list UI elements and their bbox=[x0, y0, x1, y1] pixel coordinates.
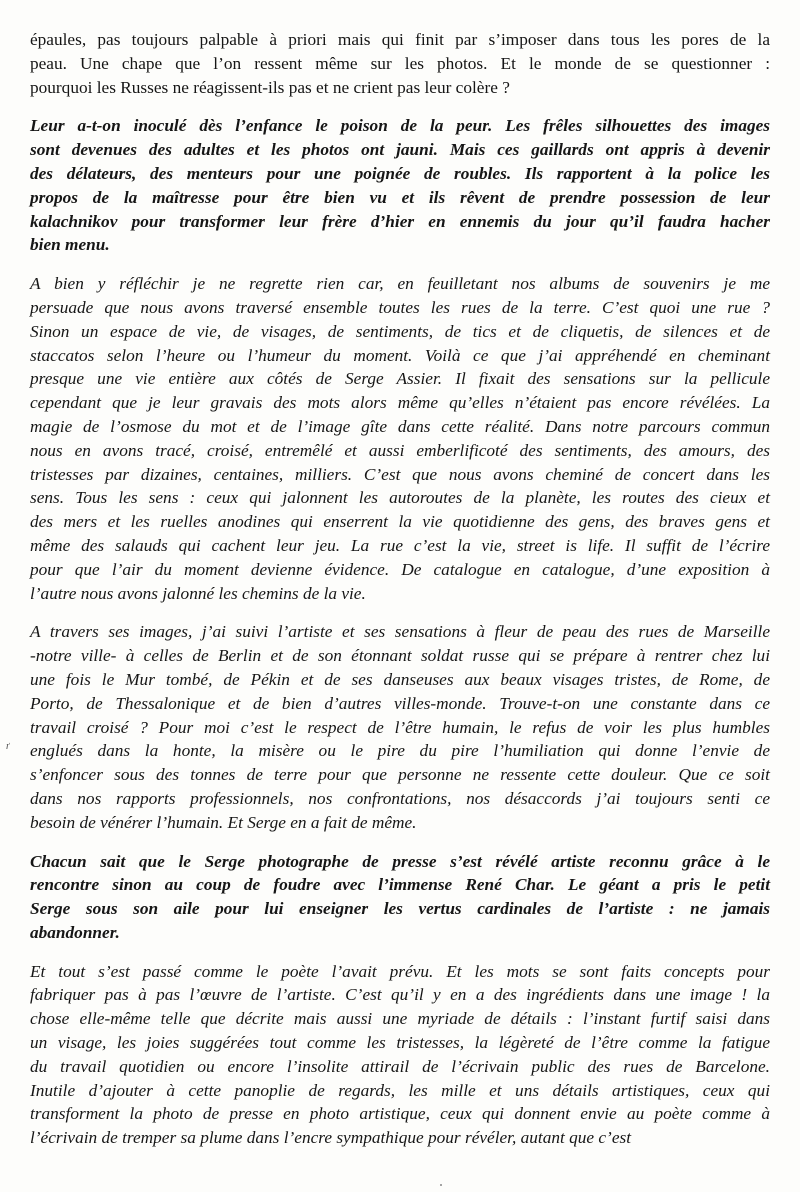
paragraph-1 bbox=[30, 28, 770, 99]
paragraph-6 bbox=[30, 960, 770, 1150]
text-line: pour que l’air du moment devienne évidence. De catalogue en catalogue, d’une exposition à bbox=[30, 559, 770, 579]
paragraph-3 bbox=[30, 272, 770, 605]
text-line: A travers ses images, j’ai suivi l’artiste et ses sensations à fleur de peau des rues de Marseille bbox=[30, 622, 770, 642]
text-line: s’enfoncer sous des tonnes de terre pour que personne ne ressente cette douleur. Que ce soit bbox=[30, 765, 770, 785]
paragraph-4 bbox=[30, 620, 770, 834]
text-line: propos de la maîtresse pour être bien vu et ils rêvent de prendre possession de leur bbox=[30, 187, 770, 207]
text-line: chose elle-même telle que décrite mais aussi une myriade de détails : l’instant furtif saisi dans bbox=[30, 1009, 770, 1029]
text-line: rencontre sinon au coup de foudre avec l’immense René Char. Le géant a pris le petit bbox=[30, 875, 770, 895]
text-line: peau. Une chape que l’on ressent même sur les photos. Et le monde de se questionner : bbox=[30, 53, 770, 73]
scan-speck bbox=[440, 1184, 442, 1186]
paragraph-5 bbox=[30, 850, 770, 945]
text-line: tristesses par dizaines, centaines, milliers. C’est que nous avons cheminé de concert dans les bbox=[30, 464, 770, 484]
text-line: travail croisé ? Pour moi c’est le respect de l’être humain, le refus de voir les plus humbles bbox=[30, 717, 770, 737]
text-line: staccatos selon l’heure ou l’humeur du moment. Voilà ce que j’ai appréhendé en cheminant bbox=[30, 345, 770, 365]
text-line: englués dans la honte, la misère ou le pire du pire l’humiliation qui donne l’envie de bbox=[30, 741, 770, 761]
text-line: Inutile d’ajouter à cette panoplie de regards, les mille et uns détails artistiques, ceux qui bbox=[30, 1080, 770, 1100]
text-line: un visage, les joies suggérées tout comme les tristesses, la légèreté de l’être comme la fatigue bbox=[30, 1033, 770, 1053]
text-line: magie de l’osmose du mot et de l’image gîte dans cette réalité. Dans notre parcours commun bbox=[30, 416, 770, 436]
margin-mark: ґ bbox=[6, 740, 10, 752]
text-line: persuade que nous avons traversé ensemble toutes les rues de la terre. C’est quoi une rue ? bbox=[30, 297, 770, 317]
text-line: fabriquer pas à pas l’œuvre de l’artiste. C’est qu’il y en a des ingrédients dans une image ! la bbox=[30, 985, 770, 1005]
text-line: abandonner. bbox=[30, 922, 120, 942]
text-line: sens. Tous les sens : ceux qui jalonnent les autoroutes de la planète, les routes des cieux et bbox=[30, 488, 770, 508]
text-line: besoin de vénérer l’humain. Et Serge en a fait de même. bbox=[30, 812, 417, 832]
text-line: l’écrivain de tremper sa plume dans l’encre sympathique pour révéler, autant que c’est bbox=[30, 1128, 632, 1148]
text-line: sont devenues des adultes et les photos ont jauni. Mais ces gaillards ont appris à devenir bbox=[30, 140, 770, 160]
text-line: épaules, pas toujours palpable à priori mais qui finit par s’imposer dans tous les pores de la bbox=[30, 30, 770, 49]
body-text bbox=[30, 28, 770, 1150]
text-line: Serge sous son aile pour lui enseigner les vertus cardinales de l’artiste : ne jamais bbox=[30, 899, 770, 919]
text-line: pourquoi les Russes ne réagissent-ils pas et ne crient pas leur colère ? bbox=[30, 77, 510, 97]
text-line: transforment la photo de presse en photo artistique, ceux qui donnent envie au poète comme à bbox=[30, 1104, 770, 1124]
text-line: Porto, de Thessalonique et de bien d’autres villes-monde. Trouve-t-on une constante dans ce bbox=[30, 693, 770, 713]
text-line: kalachnikov pour transformer leur frère d’hier en ennemis du jour qu’il faudra hacher bbox=[30, 211, 770, 231]
paragraph-2 bbox=[30, 114, 770, 257]
text-line: Sinon un espace de vie, de visages, de sentiments, de tics et de cliquetis, de silences et de bbox=[30, 321, 770, 341]
text-line: Chacun sait que le Serge photographe de presse s’est révélé artiste reconnu grâce à le bbox=[30, 851, 770, 871]
text-line: -notre ville- à celles de Berlin et de son étonnant soldat russe qui se prépare à rentrer chez lui bbox=[30, 646, 770, 666]
text-line: cependant que je leur gravais des mots alors même qu’elles n’étaient pas encore révélées. La bbox=[30, 393, 770, 413]
text-line: du travail quotidien ou encore l’insolite attirail de l’écrivain public des rues de Barcelone. bbox=[30, 1056, 770, 1076]
text-line: dans nos rapports professionnels, nos confrontations, nos désaccords j’ai toujours senti ce bbox=[30, 788, 770, 808]
text-line: même des salauds qui cachent leur jeu. La rue c’est la vie, street is life. Il suffit de l’écrire bbox=[30, 535, 770, 555]
text-line: A bien y réfléchir je ne regrette rien car, en feuilletant nos albums de souvenirs je me bbox=[30, 274, 770, 294]
text-line: nous en avons tracé, croisé, entremêlé et aussi emberlificoté des sentiments, des amours, des bbox=[30, 440, 770, 460]
text-line: des délateurs, des menteurs pour une poignée de roubles. Ils rapportent à la police les bbox=[30, 163, 770, 183]
text-line: des mers et les ruelles anodines qui enserrent la vie quotidienne des gens, des braves gens et bbox=[30, 512, 770, 532]
text-line: une fois le Mur tombé, de Pékin et de ses danseuses aux beaux visages tristes, de Rome, de bbox=[30, 669, 770, 689]
text-line: Et tout s’est passé comme le poète l’avait prévu. Et les mots se sont faits concepts pour bbox=[30, 961, 770, 981]
text-line: Leur a-t-on inoculé dès l’enfance le poison de la peur. Les frêles silhouettes des images bbox=[30, 116, 770, 136]
text-line: presque une vie entière aux côtés de Serge Assier. Il fixait des sensations sur la pellicule bbox=[30, 369, 770, 389]
text-line: bien menu. bbox=[30, 235, 110, 255]
text-line: l’autre nous avons jalonné les chemins de la vie. bbox=[30, 583, 366, 603]
